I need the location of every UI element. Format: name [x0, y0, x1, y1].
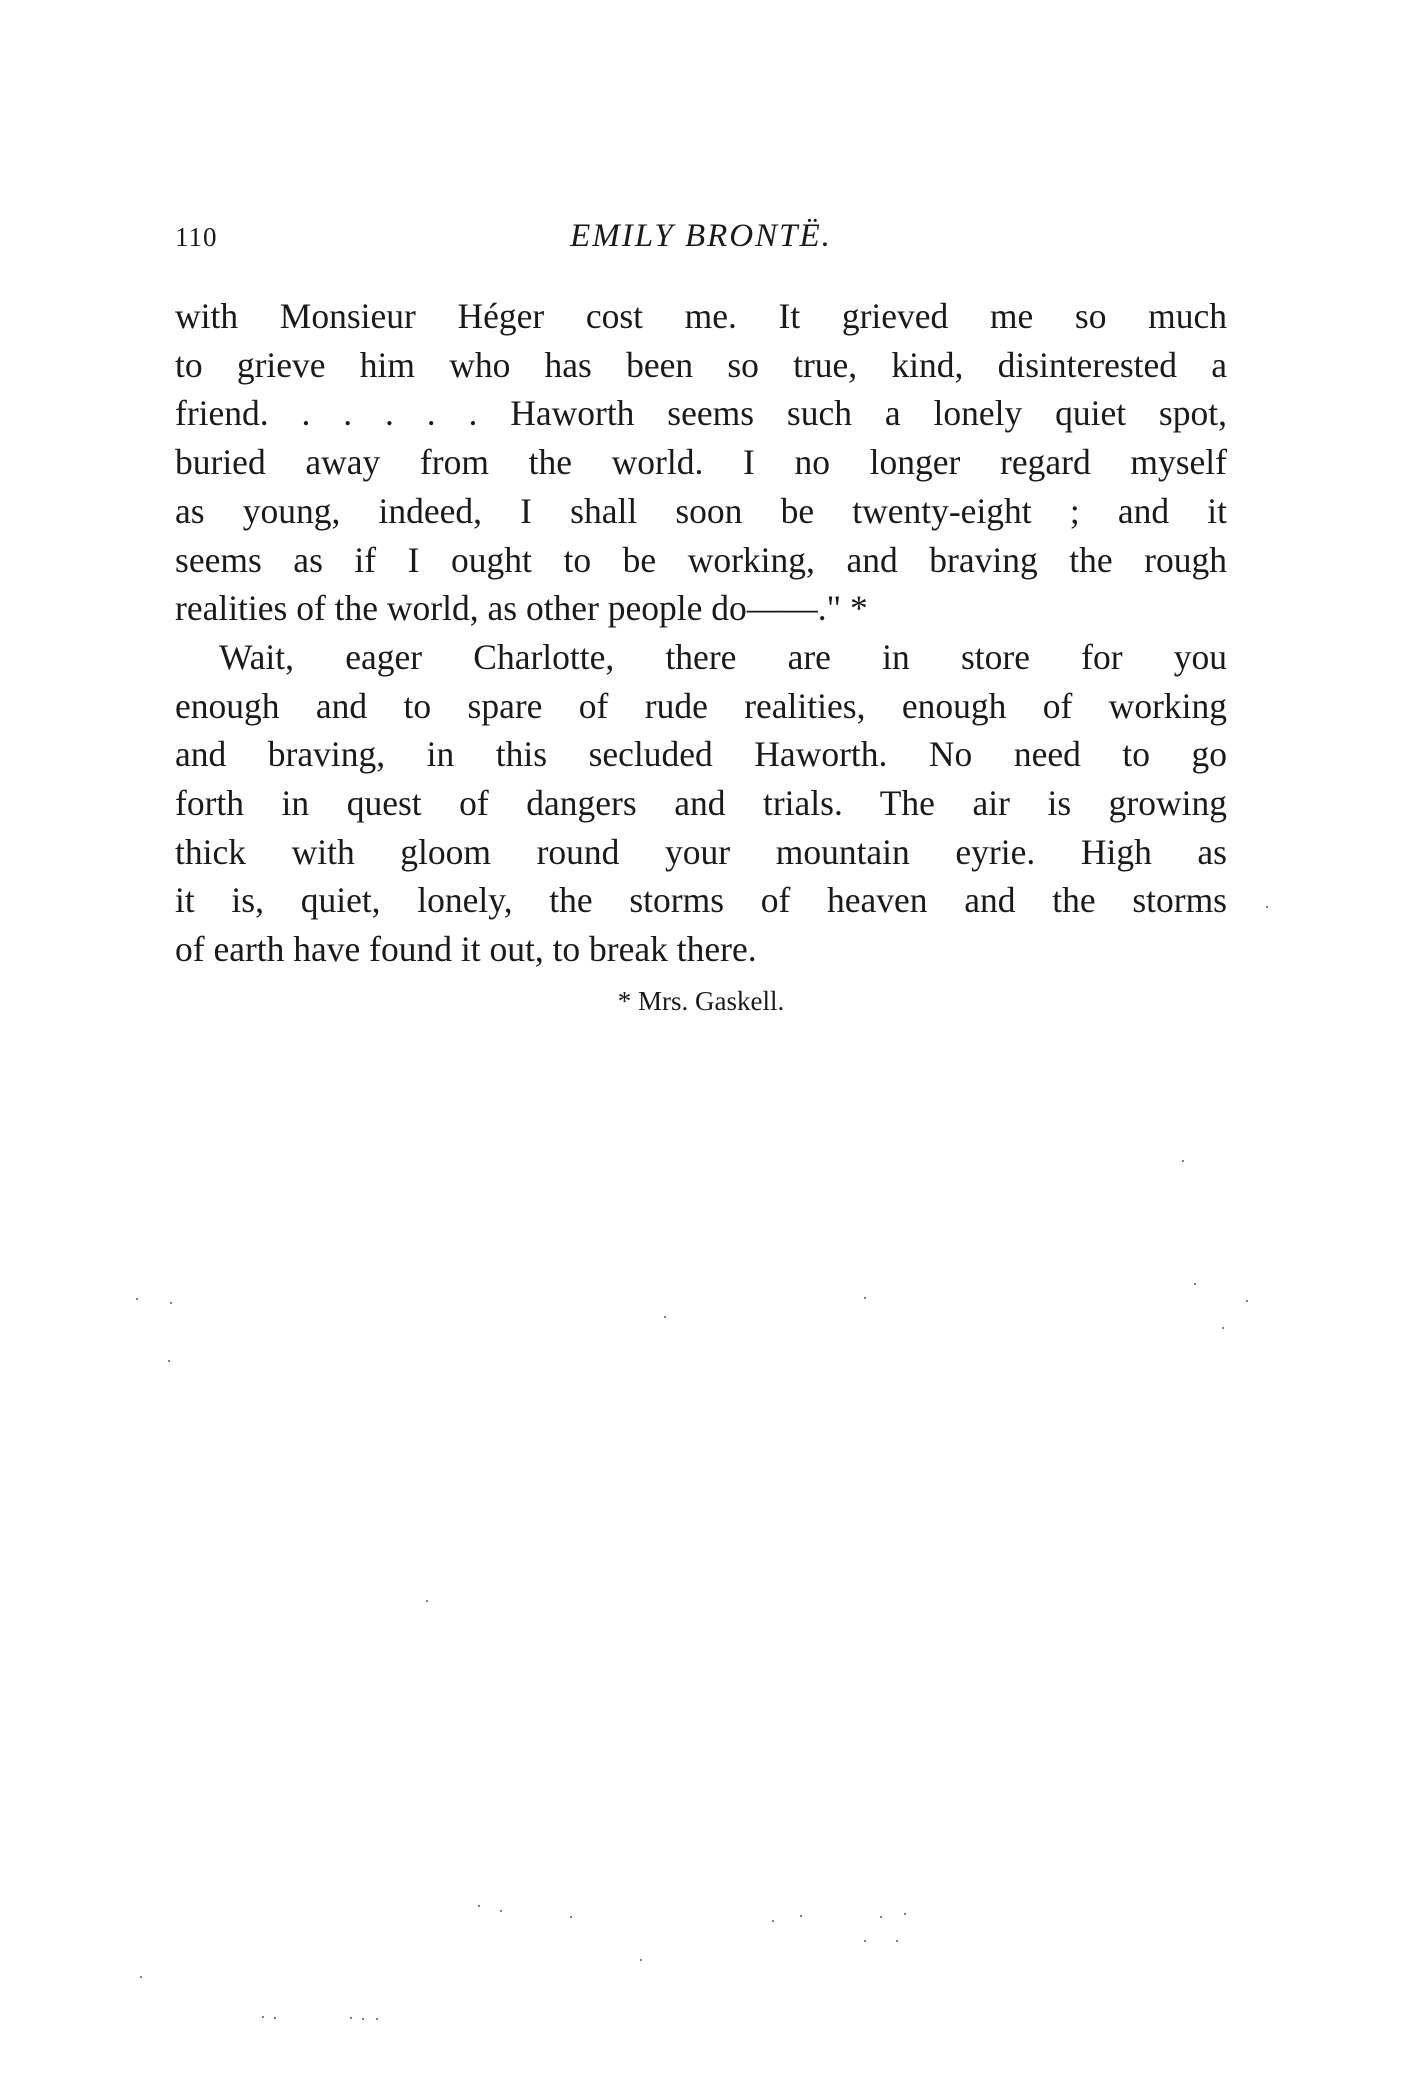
scan-speck: [136, 1298, 138, 1300]
scan-speck: [274, 2017, 276, 2019]
scan-speck: [376, 2018, 378, 2020]
page-number: 110: [175, 222, 218, 252]
text-line: with Monsieur Héger cost me. It grieved me so much: [175, 296, 1227, 336]
scan-speck: [864, 1297, 866, 1299]
scan-speck: [170, 1302, 172, 1304]
scan-speck: [904, 1913, 906, 1915]
text-line: and braving, in this secluded Haworth. No need to go: [175, 734, 1227, 775]
text-line: of earth have found it out, to break there.: [175, 929, 757, 970]
scan-speck: [500, 1910, 502, 1912]
text-line: forth in quest of dangers and trials. The air is growing: [175, 783, 1227, 824]
scan-speck: [640, 1959, 642, 1961]
text-line: realities of the world, as other people do——." *: [175, 588, 868, 629]
scan-speck: [362, 2018, 364, 2020]
scan-speck: [570, 1916, 572, 1918]
text-line: buried away from the world. I no longer regard myself: [175, 442, 1227, 483]
scan-speck: [800, 1915, 802, 1917]
scan-speck: [262, 2016, 264, 2018]
scan-speck: [880, 1916, 882, 1918]
text-line: enough and to spare of rude realities, enough of working: [175, 685, 1227, 726]
text-line: to grieve him who has been so true, kind, disinterested a: [175, 344, 1227, 385]
scan-speck: [1182, 1160, 1184, 1162]
paragraph-first-line: Wait, eager Charlotte, there are in store for you: [219, 636, 1227, 677]
scan-speck: [350, 2017, 352, 2019]
scan-speck: [140, 1976, 142, 1978]
text-line: as young, indeed, I shall soon be twenty-eight ; and it: [175, 490, 1227, 531]
scan-speck: [772, 1920, 774, 1922]
scan-speck: [896, 1940, 898, 1942]
scan-speck: [478, 1905, 480, 1907]
scan-speck: [1222, 1327, 1224, 1329]
scan-speck: [426, 1600, 428, 1602]
scan-speck: [864, 1940, 866, 1942]
scan-speck: [664, 1316, 666, 1318]
scan-speck: [1246, 1300, 1248, 1302]
text-line: thick with gloom round your mountain eyrie. High as: [175, 831, 1227, 872]
text-line: friend. . . . . . Haworth seems such a lonely quiet spot,: [175, 393, 1227, 434]
footnote: * Mrs. Gaskell.: [617, 986, 785, 1016]
running-header: [175, 218, 1227, 268]
scan-speck: [168, 1360, 170, 1362]
text-line: seems as if I ought to be working, and braving the rough: [175, 539, 1227, 580]
body-text: [175, 292, 1227, 974]
scan-speck: [1194, 1283, 1196, 1285]
scan-speck: [1266, 906, 1268, 908]
book-title: EMILY BRONTË.: [570, 218, 832, 254]
text-line: it is, quiet, lonely, the storms of heaven and the storms: [175, 880, 1227, 921]
